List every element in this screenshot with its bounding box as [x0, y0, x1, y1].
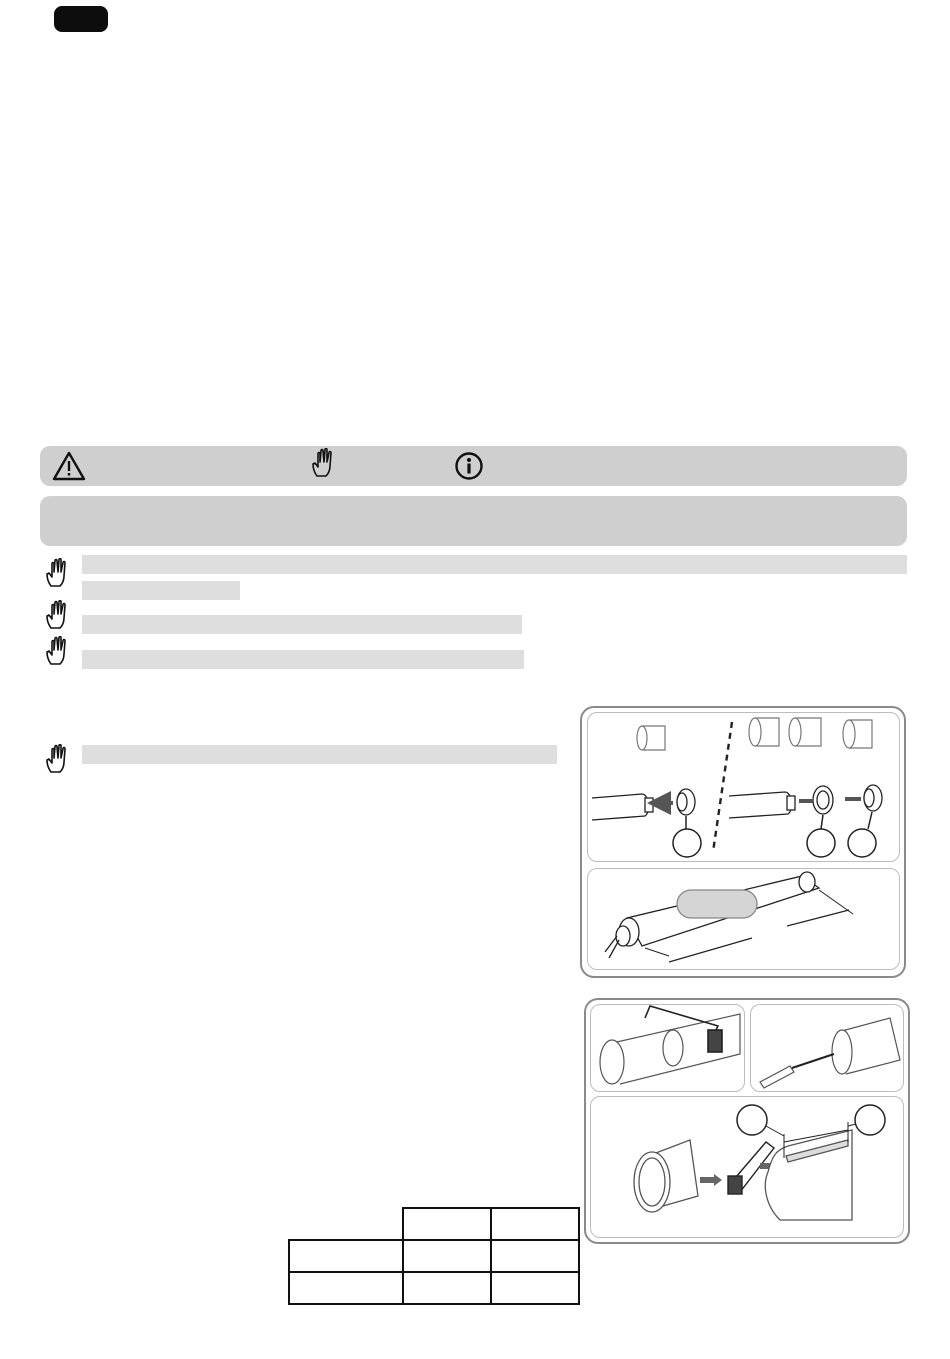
- table-cell: [403, 1240, 491, 1272]
- tube-dimensions-table: [288, 1207, 580, 1305]
- hand-caution-icon: [44, 600, 72, 632]
- table-corner-cell: [289, 1208, 403, 1240]
- hand-caution-icon: [310, 448, 338, 480]
- section-heading-bar: [40, 496, 907, 546]
- hand-caution-icon: [44, 636, 72, 668]
- hand-caution-icon: [44, 558, 72, 590]
- table-header-cell: [403, 1208, 491, 1240]
- table-cell: [491, 1272, 579, 1304]
- deburring-tube-drawing: [750, 1004, 902, 1090]
- caution-note-4: [82, 745, 557, 764]
- hand-caution-icon: [44, 744, 72, 776]
- table-row: [289, 1240, 579, 1272]
- table-row: [289, 1272, 579, 1304]
- motor-in-tube-drawing: [587, 868, 898, 968]
- info-icon: [454, 451, 484, 481]
- adapter-fitting-drawing: [587, 712, 898, 860]
- caution-note-1-line-2: [82, 581, 240, 600]
- caution-note-1-line-1: [82, 555, 907, 574]
- caution-note-3: [82, 650, 524, 669]
- warning-triangle-icon: [52, 450, 86, 482]
- table-cell: [491, 1240, 579, 1272]
- sawing-tube-drawing: [590, 1004, 743, 1090]
- table-cell: [403, 1272, 491, 1304]
- caution-note-2: [82, 615, 522, 634]
- table-cell: [289, 1272, 403, 1304]
- table-header-row: [289, 1208, 579, 1240]
- table-header-cell: [491, 1208, 579, 1240]
- slot-cutting-drawing: [590, 1096, 902, 1236]
- language-badge: [54, 6, 108, 32]
- table-cell: [289, 1240, 403, 1272]
